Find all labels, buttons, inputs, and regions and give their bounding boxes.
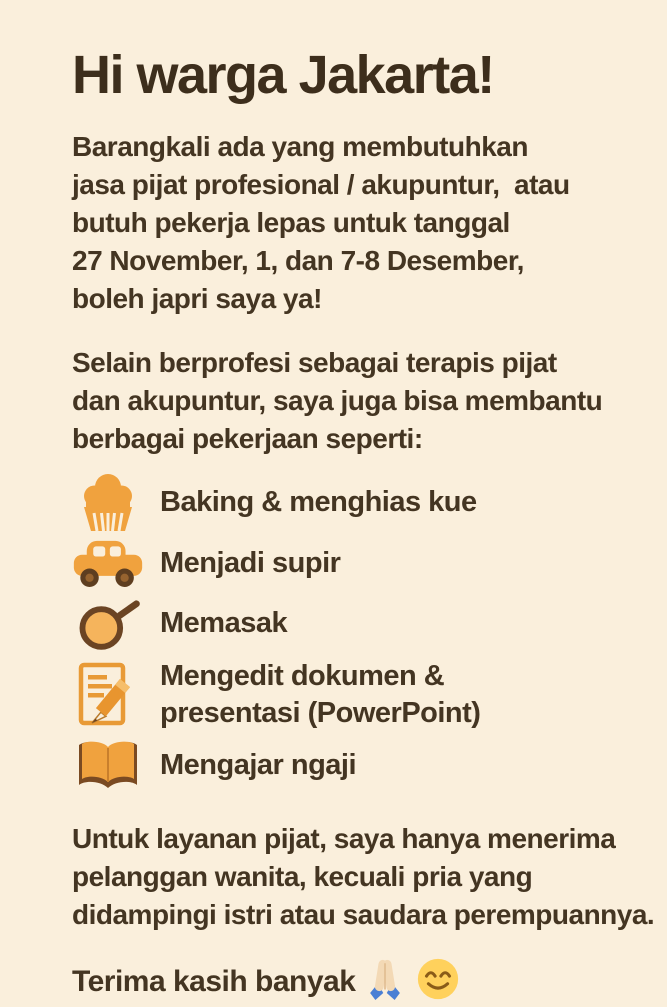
services-intro-line: dan akupuntur, saya juga bisa membantu xyxy=(72,385,603,416)
list-item-editing xyxy=(72,654,655,736)
list-item-baking xyxy=(72,470,655,534)
document-pencil-icon xyxy=(72,657,144,733)
services-intro-line: Selain berprofesi sebagai terapis pijat xyxy=(72,347,557,378)
frying-pan-icon xyxy=(72,591,144,655)
car-icon xyxy=(72,535,144,591)
service-label: Mengajar ngaji xyxy=(160,748,357,781)
list-item-cooking xyxy=(72,592,655,654)
service-label: Memasak xyxy=(160,606,288,639)
service-label: Mengedit dokumen & presentasi (PowerPoint) xyxy=(160,660,481,729)
service-list xyxy=(72,470,655,794)
cupcake-icon xyxy=(72,471,144,533)
massage-note-line: pelanggan wanita, kecuali pria yang xyxy=(72,861,533,892)
intro-line: jasa pijat profesional / akupuntur, atau xyxy=(72,169,570,200)
intro-line: Barangkali ada yang membutuhkan xyxy=(72,131,528,162)
massage-note-line: Untuk layanan pijat, saya hanya menerima xyxy=(72,823,616,854)
page-title: Hi warga Jakarta! xyxy=(72,45,494,105)
intro-line: 27 November, 1, dan 7-8 Desember, xyxy=(72,245,524,276)
list-item-driving xyxy=(72,534,655,592)
list-item-teaching xyxy=(72,736,655,794)
open-book-icon xyxy=(72,737,144,793)
intro-paragraph xyxy=(72,128,655,318)
intro-line: butuh pekerja lepas untuk tanggal xyxy=(72,207,510,238)
closing-text: Terima kasih banyak xyxy=(72,964,356,998)
folded-hands-emoji xyxy=(364,956,406,1007)
massage-note-line: didampingi istri atau saudara perempuannya. xyxy=(72,899,655,930)
service-label: Menjadi supir xyxy=(160,546,341,579)
massage-note-paragraph xyxy=(72,820,655,934)
services-intro-paragraph xyxy=(72,344,655,458)
service-label: Baking & menghias kue xyxy=(160,485,477,518)
services-intro-line: berbagai pekerjaan seperti: xyxy=(72,423,423,454)
intro-line: boleh japri saya ya! xyxy=(72,283,322,314)
smiling-face-emoji xyxy=(415,956,461,1007)
closing-line xyxy=(72,956,655,1007)
